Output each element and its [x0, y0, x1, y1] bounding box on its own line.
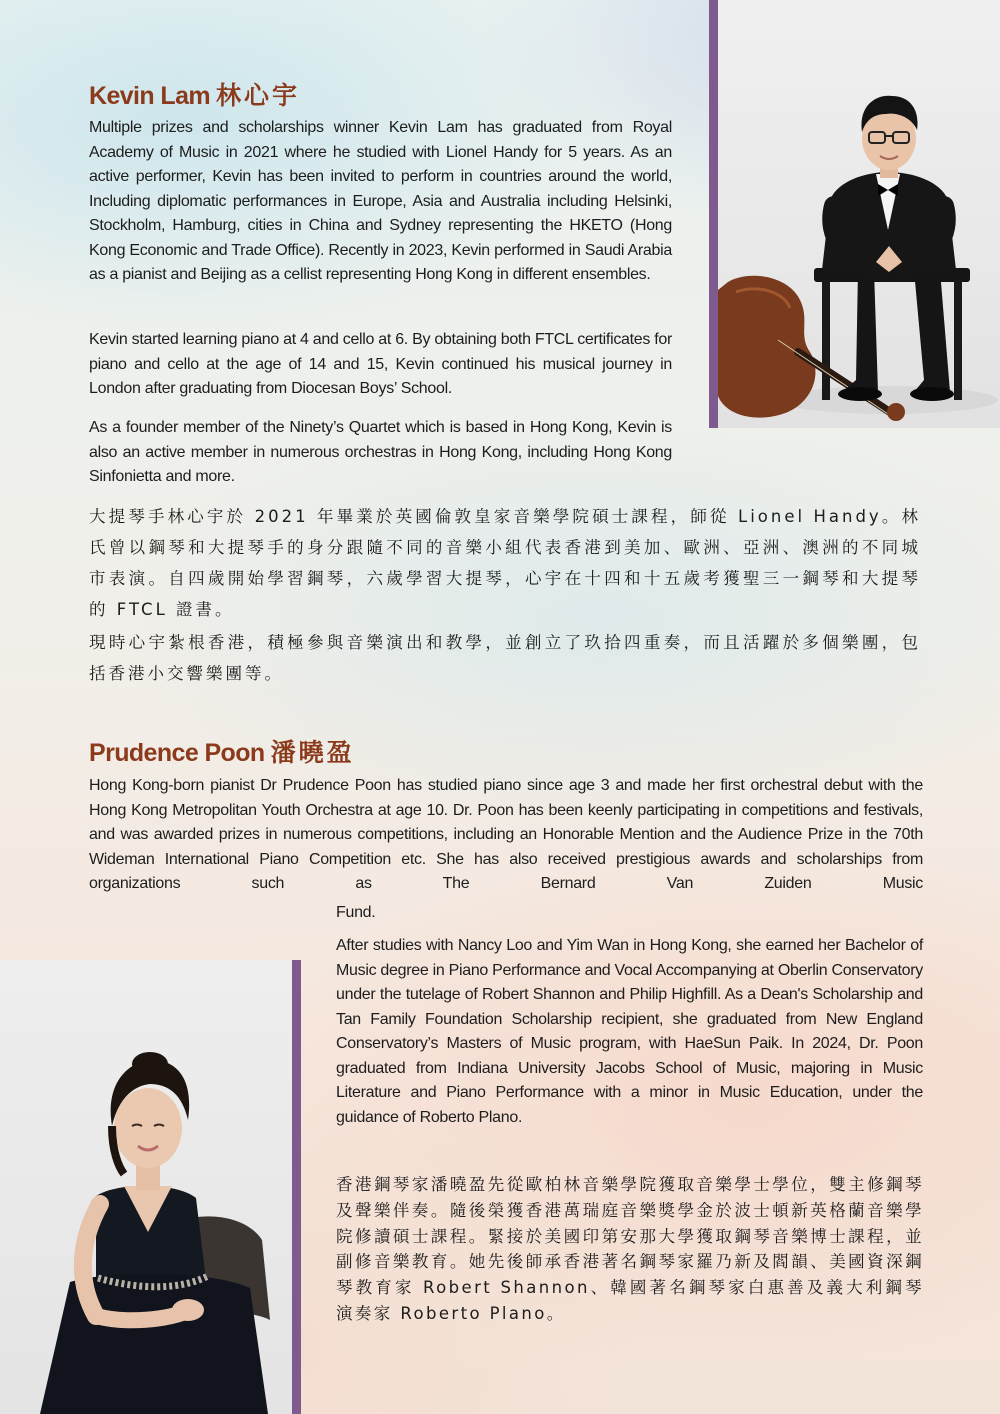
prudence-bio-en-intro-tail: Fund. — [336, 904, 376, 921]
kevin-bio-zh-paragraph-2: 現時心宇紮根香港，積極參與音樂演出和教學，並創立了玖拾四重奏，而且活躍於多個樂團，包括香港小交響樂團等。 — [89, 633, 921, 683]
kevin-lam-portrait-illustration — [718, 0, 1000, 428]
prudence-bio-zh: 香港鋼琴家潘曉盈先從歐柏林音樂學院獲取音樂學士學位，雙主修鋼琴及聲樂伴奏。隨後榮獲香港萬瑞庭音樂獎學金於波士頓新英格蘭音樂學院修讀碩士課程。緊接於美國印第安那大學獲取鋼琴音樂博士課程，並副修音樂教育。她先後師承香港著名鋼琴家羅乃新及閻韻、美國資深鋼琴教育家 Robert Shannon、韓國著名鋼琴家白惠善及義大利鋼琴演奏家 Roberto Plano。 — [336, 1175, 924, 1323]
prudence-poon-name-en: Prudence Poon — [89, 739, 265, 767]
prudence-poon-photo — [0, 960, 292, 1414]
kevin-lam-name-zh: 林心宇 — [216, 81, 301, 110]
prudence-bio-en-intro: Hong Kong-born pianist Dr Prudence Poon has studied piano since age 3 and made her first orchestral debut with the Hong Kong Metropolitan Youth Orchestra at age 10. Dr. Poon has been keenly participating in competitions and festivals, and was awarded prizes in numerous competitions, including an Honorable Mention and the Audience Prize in the 70th Wideman International Piano Competition etc. She has also received prestigious awards and scholarships from organizations such as The Bernard Van Zuiden Music — [89, 777, 923, 892]
prudence-poon-heading — [89, 733, 355, 769]
prudence-bio-en-studies: After studies with Nancy Loo and Yim Wan in Hong Kong, she earned her Bachelor of Music degree in Piano Performance and Vocal Accompanying at Oberlin Conservatory under the tutelage of Robert Shannon and Philip Highfill. As a Dean's Scholarship and Tan Family Foundation Scholarship recipient, she graduated from New England Conservatory’s Masters of Music program, with HaeSun Paik. In 2024, Dr. Poon graduated from Indiana University Jacobs School of Music, majoring in Music Literature and Piano Performance with a minor in Music Education, under the guidance of Roberto Plano. — [336, 937, 923, 1126]
kevin-bio-en-paragraph-3: As a founder member of the Ninety’s Quartet which is based in Hong Kong, Kevin is also an active member in numerous orchestras in Hong Kong, including Hong Kong Sinfonietta and more. — [89, 419, 672, 485]
kevin-bio-en-paragraph-1: Multiple prizes and scholarships winner Kevin Lam has graduated from Royal Academy of Music in 2021 where he studied with Lionel Handy for 5 years. As an active performer, Kevin has been invited to perform in countries around the world, Including diplomatic performances in Europe, Asia and Australia including Helsinki, Stockholm, Hamburg, cities in China and Sydney representing the HKETO (Hong Kong Economic and Trade Office). Recently in 2023, Kevin performed in Saudi Arabia as a pianist and Beijing as a cellist representing Hong Kong in different ensembles. — [89, 119, 672, 283]
prudence-photo-accent-bar — [292, 960, 301, 1414]
kevin-photo-accent-bar — [709, 0, 718, 428]
kevin-bio-en-paragraph-2: Kevin started learning piano at 4 and cello at 6. By obtaining both FTCL certificates for piano and cello at the age of 14 and 15, Kevin continued his musical journey in London after graduating from Diocesan Boys’ School. — [89, 331, 672, 397]
kevin-lam-photo — [718, 0, 1000, 428]
prudence-poon-portrait-illustration — [0, 960, 292, 1414]
kevin-bio-zh-paragraph-1: 大提琴手林心宇於 2021 年畢業於英國倫敦皇家音樂學院碩士課程，師從 Lionel Handy。林氏曾以鋼琴和大提琴手的身分跟隨不同的音樂小組代表香港到美加、歐洲、亞洲、澳洲的不同城市表演。自四歲開始學習鋼琴，六歲學習大提琴，心宇在十四和十五歲考獲聖三一鋼琴和大提琴的 FTCL 證書。 — [89, 507, 921, 619]
prudence-poon-name-zh: 潘曉盈 — [270, 738, 355, 767]
kevin-lam-heading — [89, 76, 300, 112]
kevin-lam-name-en: Kevin Lam — [89, 82, 211, 110]
